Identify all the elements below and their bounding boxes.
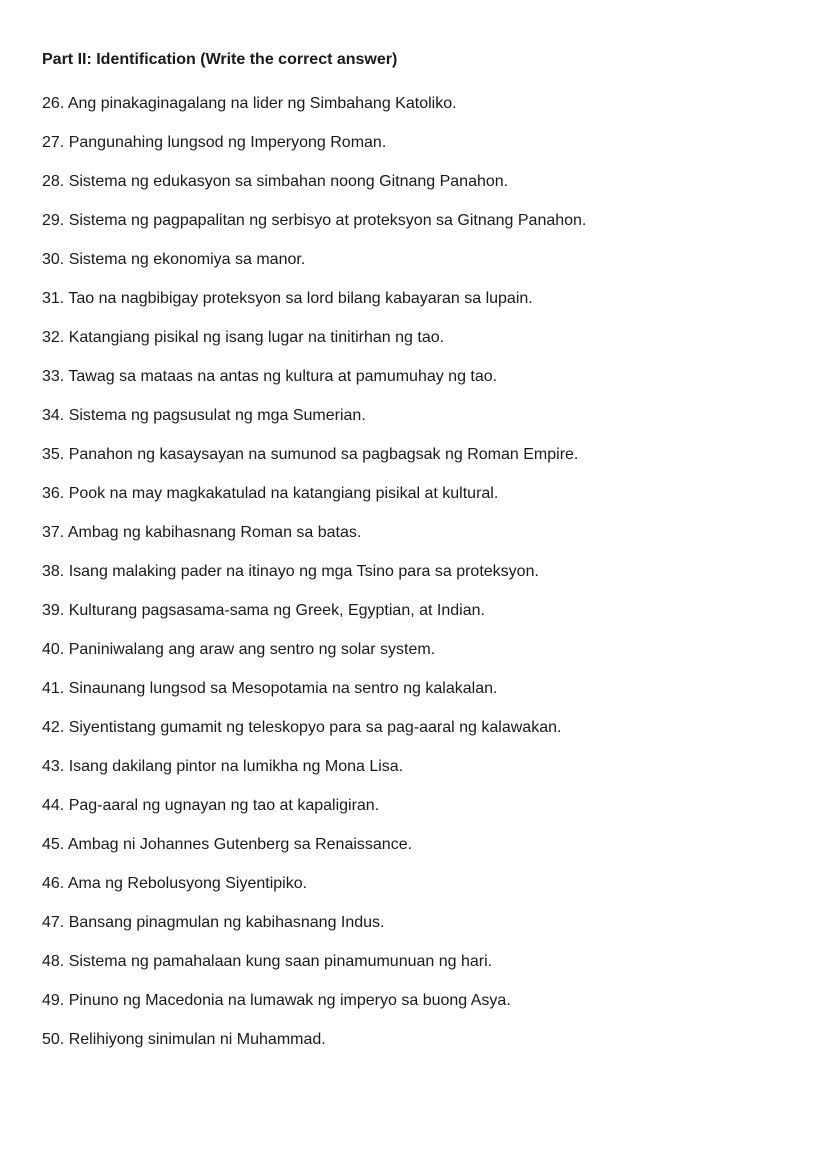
question-number: 46. xyxy=(42,875,65,892)
question-item-36 xyxy=(42,484,788,503)
question-text: Relihiyong sinimulan ni Muhammad. xyxy=(68,1031,326,1048)
question-number: 37. xyxy=(42,524,65,541)
question-item-38 xyxy=(42,562,788,581)
question-text: Pangunahing lungsod ng Imperyong Roman. xyxy=(68,134,387,151)
question-text: Sistema ng ekonomiya sa manor. xyxy=(68,251,306,268)
question-number: 28. xyxy=(42,173,65,190)
question-number: 45. xyxy=(42,836,65,853)
question-text: Sinaunang lungsod sa Mesopotamia na sentro ng kalakalan. xyxy=(68,680,498,697)
question-item-48 xyxy=(42,952,788,971)
question-item-30 xyxy=(42,250,788,269)
question-text: Paniniwalang ang araw ang sentro ng solar system. xyxy=(68,641,436,658)
question-text: Pook na may magkakatulad na katangiang pisikal at kultural. xyxy=(68,485,499,502)
question-text: Kulturang pagsasama-sama ng Greek, Egyptian, at Indian. xyxy=(68,602,485,619)
question-item-41 xyxy=(42,679,788,698)
question-text: Sistema ng pamahalaan kung saan pinamumunuan ng hari. xyxy=(68,953,493,970)
question-number: 50. xyxy=(42,1031,65,1048)
question-number: 40. xyxy=(42,641,65,658)
question-text: Sistema ng pagsusulat ng mga Sumerian. xyxy=(68,407,366,424)
question-text: Pinuno ng Macedonia na lumawak ng imperyo sa buong Asya. xyxy=(68,992,511,1009)
question-item-32 xyxy=(42,328,788,347)
question-number: 27. xyxy=(42,134,65,151)
question-number: 26. xyxy=(42,95,65,112)
question-item-40 xyxy=(42,640,788,659)
question-number: 35. xyxy=(42,446,65,463)
question-item-37 xyxy=(42,523,788,542)
question-item-39 xyxy=(42,601,788,620)
question-number: 30. xyxy=(42,251,65,268)
question-number: 47. xyxy=(42,914,65,931)
question-number: 32. xyxy=(42,329,65,346)
question-text: Isang malaking pader na itinayo ng mga Tsino para sa proteksyon. xyxy=(68,563,539,580)
question-text: Pag-aaral ng ugnayan ng tao at kapaligiran. xyxy=(68,797,380,814)
question-text: Tao na nagbibigay proteksyon sa lord bilang kabayaran sa lupain. xyxy=(68,290,533,307)
question-item-26 xyxy=(42,94,788,113)
question-item-29 xyxy=(42,211,788,230)
question-text: Bansang pinagmulan ng kabihasnang Indus. xyxy=(68,914,385,931)
question-list xyxy=(42,94,788,1049)
question-text: Ama ng Rebolusyong Siyentipiko. xyxy=(67,875,308,892)
question-text: Ambag ni Johannes Gutenberg sa Renaissance. xyxy=(67,836,413,853)
question-number: 39. xyxy=(42,602,65,619)
question-item-46 xyxy=(42,874,788,893)
question-item-47 xyxy=(42,913,788,932)
question-item-31 xyxy=(42,289,788,308)
question-item-49 xyxy=(42,991,788,1010)
question-number: 48. xyxy=(42,953,65,970)
question-number: 34. xyxy=(42,407,65,424)
question-text: Panahon ng kasaysayan na sumunod sa pagbagsak ng Roman Empire. xyxy=(68,446,579,463)
question-item-34 xyxy=(42,406,788,425)
question-item-33 xyxy=(42,367,788,386)
question-number: 43. xyxy=(42,758,65,775)
question-text: Ambag ng kabihasnang Roman sa batas. xyxy=(67,524,362,541)
question-text: Katangiang pisikal ng isang lugar na tinitirhan ng tao. xyxy=(68,329,445,346)
question-item-35 xyxy=(42,445,788,464)
question-text: Sistema ng edukasyon sa simbahan noong Gitnang Panahon. xyxy=(68,173,509,190)
question-item-44 xyxy=(42,796,788,815)
question-item-50 xyxy=(42,1030,788,1049)
question-text: Ang pinakaginagalang na lider ng Simbahang Katoliko. xyxy=(67,95,457,112)
question-number: 29. xyxy=(42,212,65,229)
question-text: Tawag sa mataas na antas ng kultura at pamumuhay ng tao. xyxy=(68,368,498,385)
question-number: 36. xyxy=(42,485,65,502)
question-text: Isang dakilang pintor na lumikha ng Mona Lisa. xyxy=(68,758,404,775)
question-text: Siyentistang gumamit ng teleskopyo para sa pag-aaral ng kalawakan. xyxy=(68,719,562,736)
question-item-45 xyxy=(42,835,788,854)
question-item-43 xyxy=(42,757,788,776)
question-number: 31. xyxy=(42,290,65,307)
question-text: Sistema ng pagpapalitan ng serbisyo at proteksyon sa Gitnang Panahon. xyxy=(68,212,587,229)
section-heading: Part II: Identification (Write the correct answer) xyxy=(42,51,398,68)
question-number: 42. xyxy=(42,719,65,736)
question-number: 33. xyxy=(42,368,65,385)
question-number: 41. xyxy=(42,680,65,697)
question-number: 38. xyxy=(42,563,65,580)
question-number: 49. xyxy=(42,992,65,1009)
question-item-28 xyxy=(42,172,788,191)
question-item-27 xyxy=(42,133,788,152)
question-number: 44. xyxy=(42,797,65,814)
question-item-42 xyxy=(42,718,788,737)
